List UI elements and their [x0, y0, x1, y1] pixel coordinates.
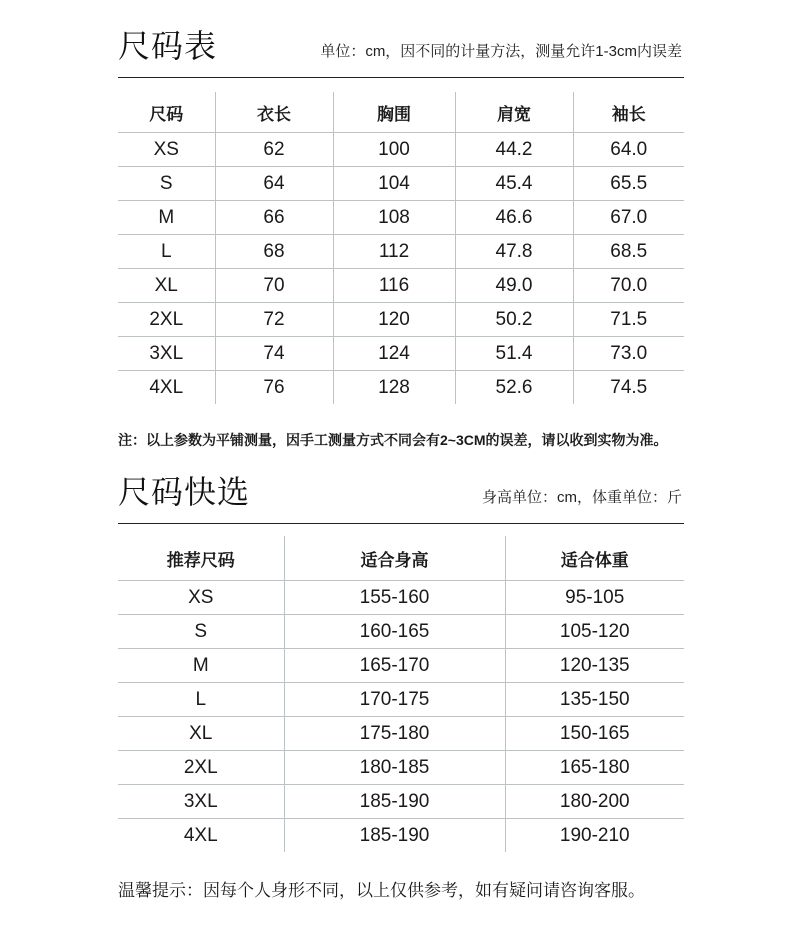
table-cell: 185-190	[284, 819, 505, 853]
table-cell: 71.5	[573, 303, 684, 337]
table-cell: 68	[215, 235, 333, 269]
table-cell: 100	[333, 133, 455, 167]
table-cell: 116	[333, 269, 455, 303]
table-cell: 66	[215, 201, 333, 235]
col-header-recommended-size: 推荐尺码	[118, 536, 284, 581]
size-picker-title: 尺码快选	[118, 474, 251, 510]
table-cell: 72	[215, 303, 333, 337]
col-header-weight: 适合体重	[505, 536, 684, 581]
table-row	[118, 683, 684, 717]
table-cell: 175-180	[284, 717, 505, 751]
table-cell: 45.4	[455, 167, 573, 201]
table-cell: 155-160	[284, 581, 505, 615]
table-cell: 47.8	[455, 235, 573, 269]
table-cell: 67.0	[573, 201, 684, 235]
col-header-length: 衣长	[215, 92, 333, 133]
table-cell: 180-200	[505, 785, 684, 819]
table-cell: S	[118, 615, 284, 649]
size-picker-table	[118, 536, 684, 852]
table-cell: 74	[215, 337, 333, 371]
table-cell: L	[118, 683, 284, 717]
size-chart-footnote: 注：以上参数为平铺测量，因手工测量方式不同会有2~3CM的误差，请以收到实物为准。	[118, 432, 668, 448]
table-cell: 50.2	[455, 303, 573, 337]
table-cell: 70.0	[573, 269, 684, 303]
table-cell: 95-105	[505, 581, 684, 615]
size-picker-body	[118, 581, 684, 853]
size-chart-title: 尺码表	[118, 28, 218, 64]
table-cell: 165-180	[505, 751, 684, 785]
table-cell: 150-165	[505, 717, 684, 751]
table-cell: 2XL	[118, 303, 215, 337]
size-picker-unit-note: 身高单位：cm，体重单位：斤	[482, 489, 682, 506]
table-row	[118, 717, 684, 751]
table-cell: 51.4	[455, 337, 573, 371]
table-cell: 46.6	[455, 201, 573, 235]
table-cell: XL	[118, 717, 284, 751]
table-cell: 120-135	[505, 649, 684, 683]
table-cell: XS	[118, 581, 284, 615]
table-cell: 62	[215, 133, 333, 167]
col-header-shoulder: 肩宽	[455, 92, 573, 133]
table-row	[118, 581, 684, 615]
table-cell: L	[118, 235, 215, 269]
size-picker-tip: 温馨提示：因每个人身形不同，以上仅供参考，如有疑问请咨询客服。	[118, 881, 645, 900]
table-cell: 165-170	[284, 649, 505, 683]
table-cell: 180-185	[284, 751, 505, 785]
col-header-size: 尺码	[118, 92, 215, 133]
table-cell: 52.6	[455, 371, 573, 405]
table-cell: XS	[118, 133, 215, 167]
table-cell: M	[118, 201, 215, 235]
col-header-height: 适合身高	[284, 536, 505, 581]
table-cell: 170-175	[284, 683, 505, 717]
table-cell: 112	[333, 235, 455, 269]
table-cell: 105-120	[505, 615, 684, 649]
table-cell: 3XL	[118, 785, 284, 819]
table-cell: 4XL	[149, 376, 184, 398]
table-cell: 190-210	[505, 819, 684, 853]
table-cell: 128	[333, 371, 455, 405]
table-row	[118, 819, 684, 853]
table-cell: 49.0	[455, 269, 573, 303]
table-cell: 108	[333, 201, 455, 235]
table-cell: 135-150	[505, 683, 684, 717]
table-row	[118, 649, 684, 683]
table-cell: M	[118, 649, 284, 683]
table-cell: 185-190	[284, 785, 505, 819]
table-cell: 3XL	[118, 337, 215, 371]
size-picker-header-row	[118, 536, 684, 581]
table-cell: 44.2	[455, 133, 573, 167]
table-cell: 160-165	[284, 615, 505, 649]
table-cell: 120	[333, 303, 455, 337]
table-cell: S	[118, 167, 215, 201]
table-row	[118, 615, 684, 649]
table-cell: 76	[215, 371, 333, 405]
table-row	[118, 785, 684, 819]
table-cell: 2XL	[118, 751, 284, 785]
size-chart-unit-note: 单位：cm，因不同的计量方法，测量允许1-3cm内误差	[320, 43, 682, 60]
table-cell: 4XL	[183, 824, 218, 846]
table-cell: XL	[118, 269, 215, 303]
size-picker-header	[118, 0, 684, 524]
table-cell: 64	[215, 167, 333, 201]
table-cell: 73.0	[573, 337, 684, 371]
table-cell: 74.5	[573, 371, 684, 405]
table-cell: 64.0	[573, 133, 684, 167]
col-header-chest: 胸围	[333, 92, 455, 133]
table-cell: 65.5	[573, 167, 684, 201]
table-cell: 70	[215, 269, 333, 303]
table-cell: 68.5	[573, 235, 684, 269]
table-row	[118, 751, 684, 785]
table-cell: 124	[333, 337, 455, 371]
table-cell: 104	[333, 167, 455, 201]
col-header-sleeve: 袖长	[573, 92, 684, 133]
